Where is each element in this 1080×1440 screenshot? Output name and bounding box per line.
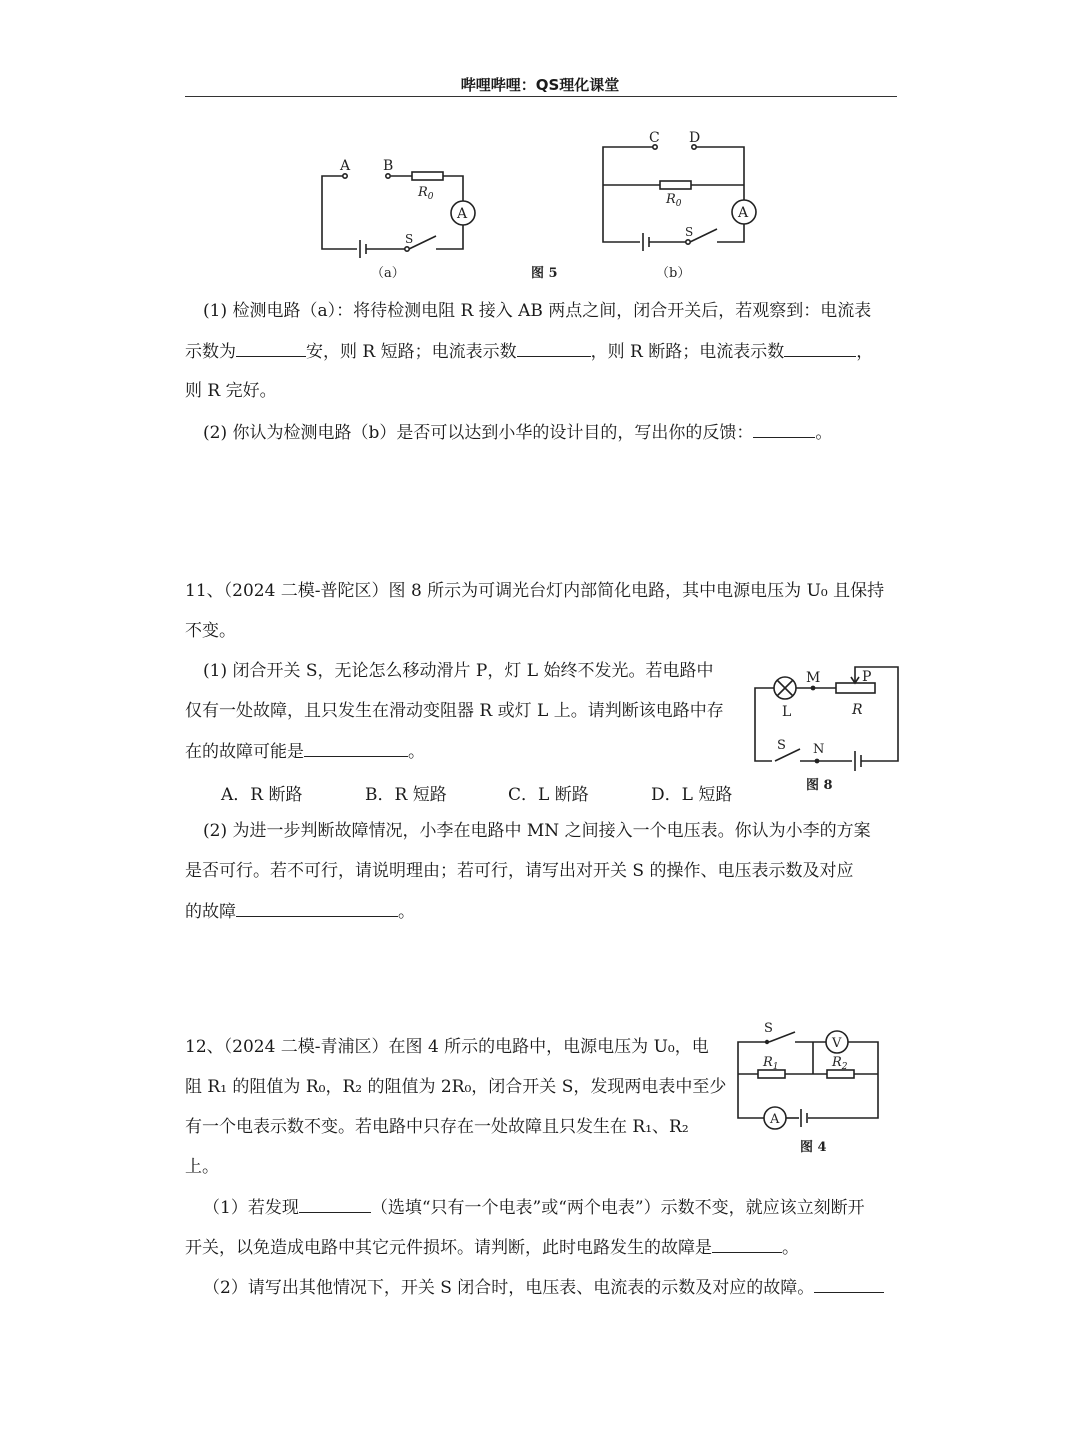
q11-stem-line2: 不变。 <box>185 621 236 641</box>
fig4-r1-main: R <box>763 1055 773 1070</box>
fig8-label-n: N <box>813 742 825 757</box>
q10-part2-text: (2) 你认为检测电路（b）是否可以达到小华的设计目的，写出你的反馈： <box>203 423 754 443</box>
fig5a-r0-main: R <box>418 185 428 200</box>
fig8-label-l: L <box>782 704 792 720</box>
q12-text-c: 开关，以免造成电路中其它元件损坏。请判断，此时电路发生的故障是 <box>185 1238 712 1258</box>
q12-part2-text: （2）请写出其他情况下，开关 S 闭合时，电压表、电流表的示数及对应的故障。 <box>203 1278 815 1298</box>
q11-option-c[interactable]: C．L 断路 <box>508 785 589 805</box>
q12-text-b: （选填“只有一个电表”或“两个电表”）示数不变，就应该立刻断开 <box>370 1198 865 1218</box>
q11-text-d: 。 <box>398 902 415 922</box>
fig5a-caption: （a） <box>371 266 405 281</box>
page-header: 哔哩哔哩：QS理化课堂 <box>460 76 620 94</box>
fig5b-ammeter-label: A <box>738 205 749 221</box>
q11-option-b[interactable]: B．R 短路 <box>365 785 447 805</box>
fig5b-switch-label: S <box>685 225 694 239</box>
fig4-resistor-r2 <box>827 1070 854 1078</box>
q12-stem-line2: 阻 R₁ 的阻值为 R₀，R₂ 的阻值为 2R₀，闭合开关 S，发现两电表中至少 <box>185 1077 727 1097</box>
q10-part1-line1: (1) 检测电路（a）：将待检测电阻 R 接入 AB 两点之间，闭合开关后，若观察到：电流表 <box>203 301 872 321</box>
q11-text-a: 在的故障可能是 <box>185 742 304 762</box>
q12-stem-line3: 有一个电表示数不变。若电路中只存在一处故障且只发生在 R₁、R₂ <box>185 1117 689 1137</box>
q10-part1-line3: 则 R 完好。 <box>185 381 277 401</box>
answer-blank[interactable] <box>814 1276 884 1293</box>
fig4-r1-sub: 1 <box>772 1062 779 1072</box>
fig4-label-r1 <box>762 1055 779 1072</box>
fig8-label-s: S <box>777 738 786 753</box>
fig8-label-p: P <box>862 669 872 685</box>
fig4-wire-top-left <box>738 1042 766 1118</box>
q11-part2-line1: (2) 为进一步判断故障情况，小李在电路中 MN 之间接入一个电压表。你认为小李的方案 <box>203 821 871 841</box>
q10-text-b: 安，则 R 短路；电流表示数 <box>306 342 517 362</box>
fig4-r2-main: R <box>832 1055 842 1070</box>
fig4-resistor-r1 <box>758 1070 785 1078</box>
fig4-label-s: S <box>764 1021 773 1036</box>
fig8-label-m: M <box>806 670 821 686</box>
q12-text-d: 。 <box>782 1238 799 1258</box>
fig4-label-v: V <box>832 1036 842 1051</box>
q11-part1-line2: 仅有一处故障，且只发生在滑动变阻器 R 或灯 L 上。请判断该电路中存 <box>185 701 724 721</box>
q12-part2 <box>203 1276 915 1299</box>
fig5a-r0-sub: 0 <box>427 192 434 202</box>
fig8-title: 图 8 <box>806 778 833 793</box>
q12-part1-line1 <box>203 1196 915 1219</box>
fig5-title: 图 5 <box>531 266 558 281</box>
fig5b-r0-main: R <box>666 192 676 207</box>
q11-text-b: 。 <box>408 742 425 762</box>
answer-blank[interactable] <box>712 1236 782 1253</box>
fig5b-label-c: C <box>649 130 660 146</box>
fig5a-switch-label: S <box>405 232 414 246</box>
q11-option-d[interactable]: D．L 短路 <box>651 785 733 805</box>
q11-text-c: 的故障 <box>185 902 236 922</box>
fig8-label-r: R <box>852 702 863 718</box>
q11-part2-line2: 是否可行。若不可行，请说明理由；若可行，请写出对开关 S 的操作、电压表示数及对应 <box>185 861 854 881</box>
fig5b-r0-sub: 0 <box>675 199 682 209</box>
fig4-r2-sub: 2 <box>841 1062 848 1072</box>
fig5b-label-d: D <box>689 130 701 146</box>
fig4-wire-right <box>808 1042 878 1118</box>
q12-stem-line4: 上。 <box>185 1157 219 1177</box>
q12-stem-line1: 12、（2024 二模-青浦区）在图 4 所示的电路中，电源电压为 U₀，电 <box>185 1037 709 1057</box>
fig4-title: 图 4 <box>800 1140 827 1155</box>
fig5b-caption: （b） <box>656 266 691 281</box>
q11-stem-line1: 11、（2024 二模-普陀区）图 8 所示为可调光台灯内部简化电路，其中电源电压为 U₀ 且保持 <box>185 581 885 601</box>
fig4-label-a: A <box>770 1112 780 1127</box>
fig5a-ammeter-label: A <box>457 206 468 222</box>
q10-part2-end: 。 <box>815 423 833 443</box>
fig4-switch-pivot <box>765 1040 769 1044</box>
q10-text-d: ， <box>856 342 874 362</box>
fig4-label-r2 <box>831 1055 848 1072</box>
q12-text-a: （1）若发现 <box>203 1198 299 1218</box>
q10-text-c: ，则 R 断路；电流表示数 <box>590 342 785 362</box>
q11-part1-line1: (1) 闭合开关 S，无论怎么移动滑片 P，灯 L 始终不发光。若电路中 <box>203 661 714 681</box>
q12-part1-line2 <box>185 1236 897 1259</box>
q10-text-a: 示数为 <box>185 342 236 362</box>
fig5a-label-a: A <box>340 158 351 174</box>
q11-option-a[interactable]: A．R 断路 <box>221 785 303 805</box>
fig5a-label-b: B <box>383 158 394 174</box>
answer-blank[interactable] <box>299 1196 371 1213</box>
